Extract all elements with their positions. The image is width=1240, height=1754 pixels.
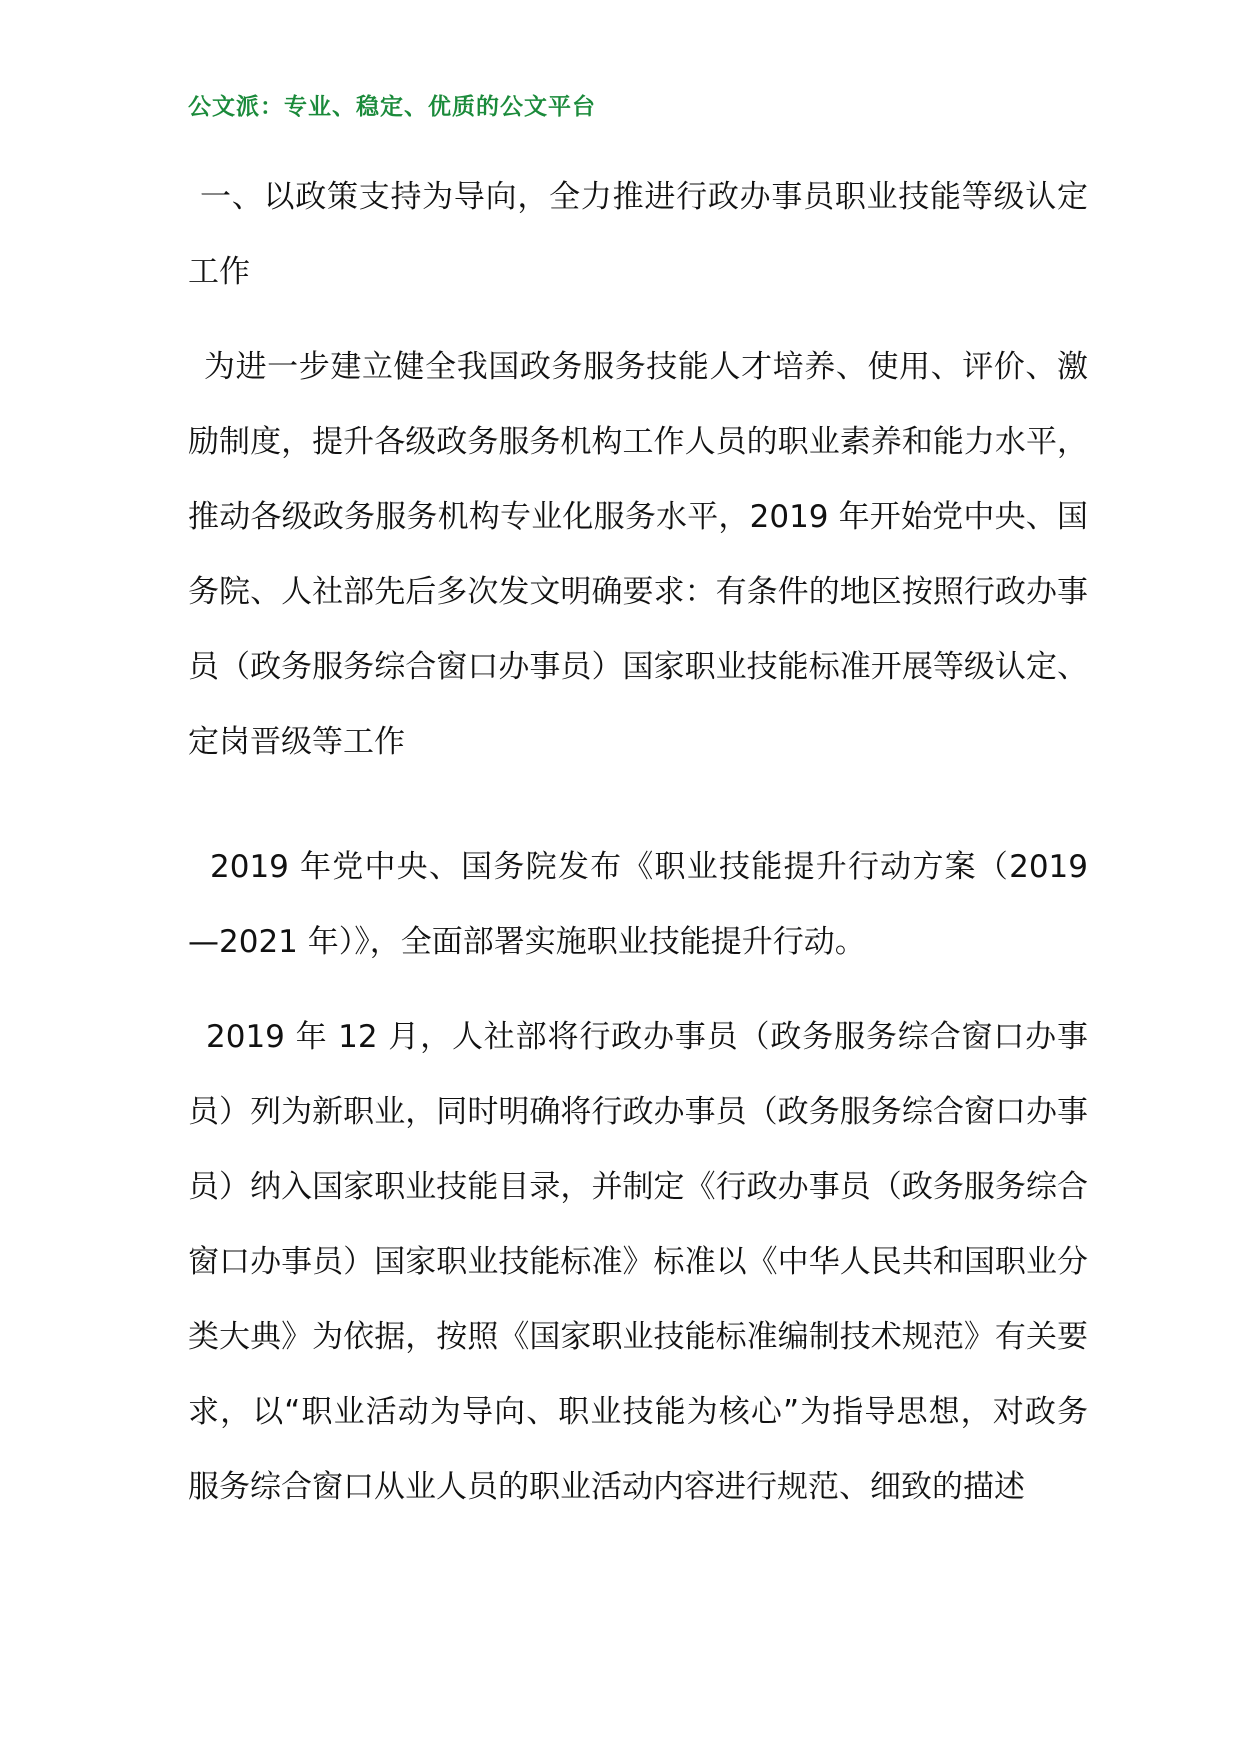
site-slogan: 公文派：专业、稳定、优质的公文平台 xyxy=(188,93,596,120)
section-heading: 一、以政策支持为导向，全力推进行政办事员职业技能等级认定工作 xyxy=(188,179,1088,290)
paragraph-action-plan: 2019 年党中央、国务院发布《职业技能提升行动方案（2019—2021 年）》，全面部署实施职业技能提升行动。 xyxy=(188,849,1088,960)
paragraph-policy-intro: 为进一步建立健全我国政务服务技能人才培养、使用、评价、激励制度，提升各级政务服务机构工作人员的职业素养和能力水平，推动各级政务服务机构专业化服务水平，2019 年开始党中央、国务院、人社部先后多次发文明确要求：有条件的地区按照行政办事员（政务服务综合窗口办事员）国家职业技能标准开展等级认定、定岗晋级等工作 xyxy=(188,349,1088,760)
paragraph-new-occupation: 2019 年 12 月，人社部将行政办事员（政务服务综合窗口办事员）列为新职业，同时明确将行政办事员（政务服务综合窗口办事员）纳入国家职业技能目录，并制定《行政办事员（政务服务综合窗口办事员）国家职业技能标准》标准以《中华人民共和国职业分类大典》为依据，按照《国家职业技能标准编制技术规范》有关要求，以“职业活动为导向、职业技能为核心”为指导思想，对政务服务综合窗口从业人员的职业活动内容进行规范、细致的描述 xyxy=(188,1019,1088,1505)
